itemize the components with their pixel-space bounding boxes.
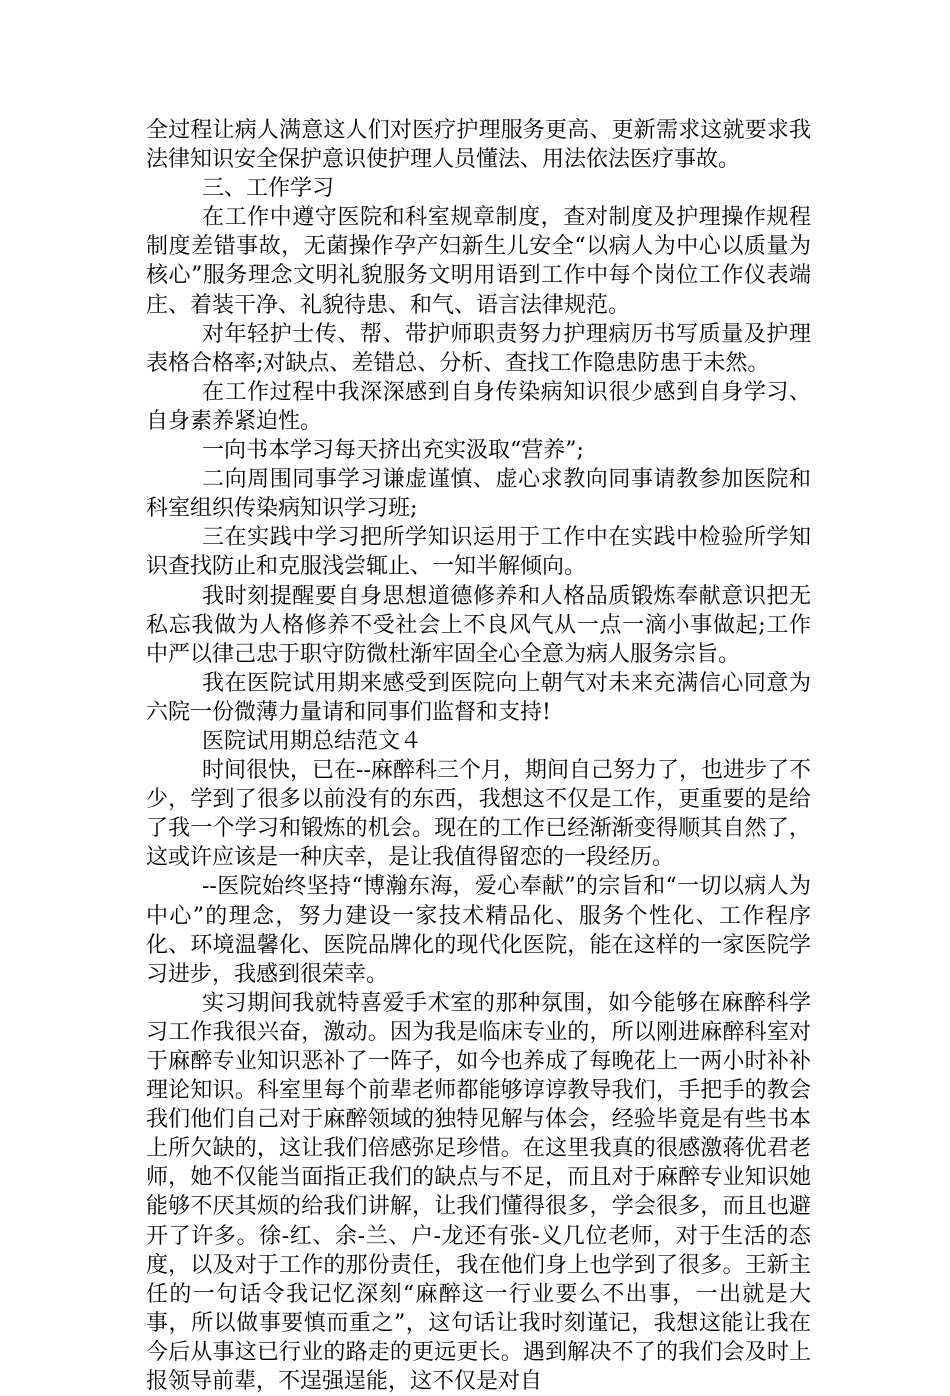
paragraph-9: 我时刻提醒要自身思想道德修养和人格品质锻炼奉献意识把无私忘我做为人格修养不受社会上不良风气从一点一滴小事做起;工作中严以律己忠于职守防微杜渐牢固全心全意为病人服务宗旨。	[146, 583, 811, 667]
paragraph-6: 一向书本学习每天挤出充实汲取“营养”;	[202, 438, 584, 464]
paragraph-4: 对年轻护士传、帮、带护师职责努力护理病历书写质量及护理表格合格率;对缺点、差错总、分析、查找工作隐患防患于未然。	[146, 321, 811, 376]
paragraph-7: 二向周围同事学习谦虚谨慎、虚心求教向同事请教参加医院和科室组织传染病知识学习班;	[146, 467, 811, 522]
paragraph-8: 三在实践中学习把所学知识运用于工作中在实践中检验所学知识查找防止和克服浅尝辄止、一知半解倾向。	[146, 525, 811, 580]
section-heading-sample-4: 医院试用期总结范文４	[202, 728, 423, 754]
paragraph-14: 实习期间我就特喜爱手术室的那种氛围，如今能够在麻醉科学习工作我很兴奋，激动。因为我是临床专业的，所以刚进麻醉科室对于麻醉专业知识恶补了一阵子，如今也养成了每晚花上一两小时补补理论知识。科室里每个前辈老师都能够谆谆教导我们，手把手的教会我们他们自己对于麻醉领域的独特见解与体会，经验毕竟是有些书本上所欠缺的，这让我们倍感弥足珍惜。在这里我真的很感激蒋优君老师，她不仅能当面指正我们的缺点与不足，而且对于麻醉专业知识她能够不厌其烦的给我们讲解，让我们懂得很多，学会很多，而且也避开了许多。徐-红、余-兰、户-龙还有张-义几位老师，对于生活的态度，以及对于工作的那份责任，我在他们身上也学到了很多。王新主任的一句话令我记忆深刻“麻醉这一行业要么不出事，一出就是大事，所以做事要慎而重之”，这句话让我时刻谨记，我想这能让我在今后从事这已行业的路走的更远更长。遇到解决不了的我们会及时上报领导前辈，不逞强逞能，这不仅是对自	[146, 990, 811, 1395]
paragraph-12: 时间很快，已在--麻醉科三个月，期间自己努力了，也进步了不少，学到了很多以前没有的东西，我想这不仅是工作，更重要的是给了我一个学习和锻炼的机会。现在的工作已经渐渐变得顺其自然了，这或许应该是一种庆幸，是让我值得留恋的一段经历。	[146, 758, 811, 871]
section-heading-work-study: 三、工作学习	[202, 176, 335, 202]
paragraph-5: 在工作过程中我深深感到自身传染病知识很少感到自身学习、自身素养紧迫性。	[146, 379, 811, 434]
document-body	[146, 116, 811, 1396]
paragraph-10: 我在医院试用期来感受到医院向上朝气对未来充满信心同意为六院一份微薄力量请和同事们监督和支持!	[146, 670, 811, 725]
paragraph-13: --医院始终坚持“博瀚东海，爱心奉献”的宗旨和“一切以病人为中心”的理念，努力建设一家技术精品化、服务个性化、工作程序化、环境温馨化、医院品牌化的现代化医院，能在这样的一家医院学习进步，我感到很荣幸。	[146, 874, 811, 987]
paragraph-3: 在工作中遵守医院和科室规章制度，查对制度及护理操作规程制度差错事故，无菌操作孕产妇新生儿安全“以病人为中心以质量为核心”服务理念文明礼貌服务文明用语到工作中每个岗位工作仪表端庄、着装干净、礼貌待患、和气、语言法律规范。	[146, 205, 811, 318]
paragraph-1: 全过程让病人满意这人们对医疗护理服务更高、更新需求这就要求我法律知识安全保护意识使护理人员懂法、用法依法医疗事故。	[146, 118, 811, 173]
